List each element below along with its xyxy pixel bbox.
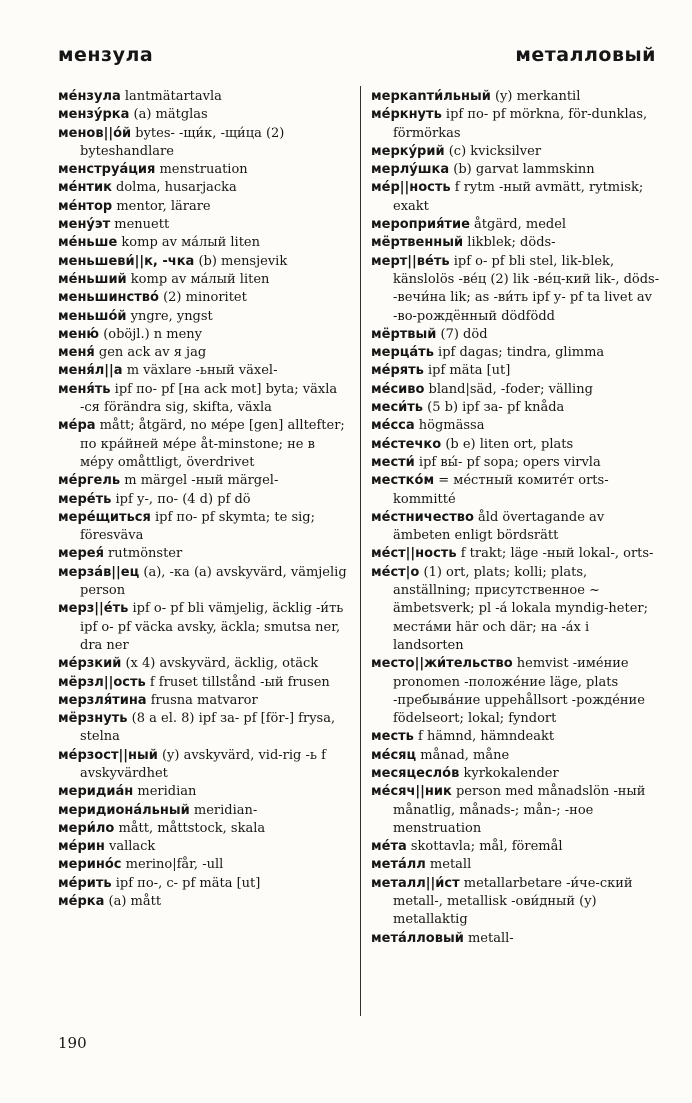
headword: ме́рин bbox=[58, 839, 105, 855]
headword: мензу́рка bbox=[58, 107, 130, 123]
definition: (oböjl.) n meny bbox=[99, 326, 203, 342]
headword: мере́щиться bbox=[58, 509, 151, 525]
definition: (b) garvat lammskinn bbox=[449, 162, 595, 178]
definition: yngre, yngst bbox=[126, 308, 213, 324]
definition: komp av ма́лый liten bbox=[117, 235, 260, 251]
dictionary-entry bbox=[371, 545, 661, 563]
headword: мере́ть bbox=[58, 491, 112, 507]
dictionary-entry bbox=[58, 344, 350, 362]
dictionary-entry bbox=[58, 564, 350, 601]
headword: ме́ст||ность bbox=[371, 546, 457, 562]
dictionary-entry bbox=[58, 710, 350, 747]
definition: bytes- -щи́к, -щи́ца (2) byteshandlare bbox=[80, 125, 285, 159]
dictionary-entry bbox=[371, 509, 661, 546]
dictionary-entry bbox=[58, 692, 350, 710]
definition: åtgärd, medel bbox=[469, 217, 567, 233]
headword: ме́сиво bbox=[371, 381, 425, 397]
headword: мерзля́тина bbox=[58, 692, 147, 708]
dictionary-entry bbox=[371, 161, 661, 179]
dictionary-entry bbox=[371, 564, 661, 655]
dictionary-entry bbox=[371, 88, 661, 106]
definition: merino|får, -ull bbox=[121, 857, 224, 873]
definition: f hämnd, hämndeakt bbox=[413, 729, 555, 745]
definition: (a), -ка (a) avskyvärd, vämjelig person bbox=[80, 564, 347, 599]
headword: ме́ркнуть bbox=[371, 107, 442, 123]
dictionary-entry bbox=[58, 326, 350, 344]
headword: ме́ньший bbox=[58, 271, 127, 287]
definition: = ме́стный комите́т orts-kommitté bbox=[393, 473, 609, 507]
headword: металл||и́ст bbox=[371, 875, 460, 891]
headword: ме́рка bbox=[58, 894, 105, 910]
definition: metall bbox=[425, 857, 472, 873]
definition: åld övertagande av ämbeten enligt bördsrätt bbox=[393, 509, 605, 544]
definition: person med månadslön -ный månatlig, månads-; mån-; -ное menstruation bbox=[393, 784, 646, 836]
definition: högmässa bbox=[414, 418, 485, 434]
definition: (a) mätglas bbox=[129, 107, 208, 123]
definition: gen ack av я jag bbox=[94, 345, 207, 361]
dictionary-entry bbox=[371, 381, 661, 399]
definition: (8 a el. 8) ipf за- pf [för-] frysa, stelna bbox=[80, 711, 336, 745]
dictionary-entry bbox=[371, 143, 661, 161]
dictionary-entry bbox=[371, 875, 661, 930]
headword: меня́ть bbox=[58, 381, 111, 397]
headword: ме́сяч||ник bbox=[371, 784, 452, 800]
headword: мёртвенный bbox=[371, 235, 464, 251]
headword: мерея́ bbox=[58, 546, 104, 562]
definition: ipf по- pf mörkna, för-dunklas, förmörkas bbox=[393, 107, 648, 141]
dictionary-entry bbox=[58, 362, 350, 380]
headword: мета́лл bbox=[371, 857, 426, 873]
dictionary-entry bbox=[58, 216, 350, 234]
definition: ipf о- pf bli vämjelig, äcklig -и́ть ipf о- pf väcka avsky, äckla; smutsa ner, dra ner bbox=[80, 601, 344, 653]
headword: ме́ст|о bbox=[371, 564, 420, 580]
headword: мерт||ве́ть bbox=[371, 253, 450, 269]
guide-word-left: мензула bbox=[58, 44, 154, 66]
dictionary-entry bbox=[58, 125, 350, 162]
right-column bbox=[371, 88, 661, 948]
definition: likblek; döds- bbox=[463, 235, 556, 251]
definition: lantmätartavla bbox=[120, 89, 222, 104]
headword: месяцесло́в bbox=[371, 765, 460, 781]
dictionary-entry bbox=[58, 472, 350, 490]
dictionary-entry bbox=[58, 820, 350, 838]
dictionary-entry bbox=[58, 161, 350, 179]
headword: ме́ра bbox=[58, 418, 96, 434]
headword: место||жи́тельство bbox=[371, 656, 513, 672]
dictionary-entry bbox=[58, 234, 350, 252]
definition: (b) mensjevik bbox=[194, 253, 288, 269]
headword: мёртвый bbox=[371, 326, 437, 342]
page-number: 190 bbox=[58, 1034, 87, 1052]
dictionary-entry bbox=[58, 747, 350, 784]
headword: ме́нзула bbox=[58, 89, 121, 104]
headword: ме́ргель bbox=[58, 473, 121, 489]
headword: меньшеви́||к, -чка bbox=[58, 253, 195, 269]
definition: ipf mäta [ut] bbox=[423, 363, 511, 379]
dictionary-entry bbox=[371, 234, 661, 252]
dictionary-entry bbox=[371, 326, 661, 344]
headword: мерз||е́ть bbox=[58, 601, 129, 617]
headword: ме́нтик bbox=[58, 180, 112, 196]
headword: менструа́ция bbox=[58, 162, 156, 178]
dictionary-entry bbox=[371, 747, 661, 765]
dictionary-entry bbox=[371, 838, 661, 856]
definition: f trakt; läge -ный lokal-, orts- bbox=[456, 546, 654, 562]
definition: (5 b) ipf за- pf knåda bbox=[423, 400, 565, 416]
definition: metall- bbox=[463, 930, 514, 946]
dictionary-entry bbox=[371, 106, 661, 143]
headword: месть bbox=[371, 729, 414, 745]
headword: мёрзл||ость bbox=[58, 674, 146, 690]
guide-word-right: металловый bbox=[515, 44, 656, 66]
definition: ipf dagas; tindra, glimma bbox=[433, 345, 605, 361]
definition: ipf по- pf skymta; te sig; föresväva bbox=[80, 509, 315, 544]
headword: мероприя́тие bbox=[371, 217, 470, 233]
headword: ме́рзкий bbox=[58, 656, 122, 672]
dictionary-entry bbox=[371, 856, 661, 874]
headword: меня́ bbox=[58, 345, 95, 361]
headword: ме́та bbox=[371, 839, 407, 855]
definition: (y) merkantil bbox=[490, 89, 581, 104]
definition: ipf по-, с- pf mäta [ut] bbox=[111, 875, 261, 891]
definition: (7) död bbox=[436, 326, 488, 342]
headword: мерза́в||ец bbox=[58, 564, 140, 580]
definition: mentor, lärare bbox=[112, 198, 211, 214]
definition: (b e) liten ort, plats bbox=[441, 436, 574, 452]
definition: (x 4) avskyvärd, äcklig, otäck bbox=[121, 656, 319, 672]
dictionary-entry bbox=[58, 417, 350, 472]
definition: bland|säd, -foder; välling bbox=[424, 381, 593, 397]
definition: m märgel -ный märgel- bbox=[120, 473, 279, 489]
dictionary-entry bbox=[58, 893, 350, 911]
headword: ме́рзост||ный bbox=[58, 747, 158, 763]
definition: frusna matvaror bbox=[146, 692, 258, 708]
headword: меньшо́й bbox=[58, 308, 127, 324]
definition: menstruation bbox=[155, 162, 248, 178]
headword: мета́лловый bbox=[371, 930, 464, 946]
dictionary-entry bbox=[58, 783, 350, 801]
definition: hemvist -име́ние pronomen -положе́ние läge, plats -пребыва́ние uppehållsort -рожде́ние födelseort; lokal; fyndort bbox=[393, 656, 645, 727]
headword: ме́сяц bbox=[371, 747, 417, 763]
definition: (2) minoritet bbox=[158, 290, 247, 306]
headword: ме́нтор bbox=[58, 198, 113, 214]
definition: ipf у-, по- (4 d) pf dö bbox=[111, 491, 251, 507]
definition: meridian bbox=[133, 784, 197, 800]
definition: rutmönster bbox=[103, 546, 183, 562]
dictionary-entry bbox=[58, 381, 350, 418]
dictionary-entry bbox=[58, 875, 350, 893]
dictionary-entry bbox=[58, 655, 350, 673]
headword: мести́ bbox=[371, 454, 415, 470]
definition: månad, måne bbox=[416, 747, 510, 763]
dictionary-entry bbox=[58, 674, 350, 692]
definition: (a) mått bbox=[104, 894, 162, 910]
headword: мерца́ть bbox=[371, 345, 434, 361]
headword: ме́рить bbox=[58, 875, 112, 891]
headword: меркanти́льный bbox=[371, 89, 491, 104]
dictionary-entry bbox=[371, 253, 661, 326]
headword: ме́рять bbox=[371, 363, 424, 379]
definition: ipf по- pf [на ack mot] byta; växla -ся förändra sig, skifta, växla bbox=[80, 381, 338, 416]
dictionary-entry bbox=[58, 88, 350, 106]
dictionary-entry bbox=[371, 362, 661, 380]
headword: ме́ньше bbox=[58, 235, 118, 251]
dictionary-entry bbox=[371, 436, 661, 454]
dictionary-entry bbox=[58, 271, 350, 289]
definition: metallarbetare -и́че-ский metall-, metallisk -ови́дный (y) metallaktig bbox=[393, 875, 633, 928]
definition: (1) ort, plats; kolli; plats, anställning; присутственное ~ ämbetsverk; pl -а́ lokala myndig-heter; места́ми här och där; на -а́х i landsorten bbox=[393, 564, 648, 653]
dictionary-entry bbox=[371, 472, 661, 509]
definition: m växlare -ьный växel- bbox=[122, 363, 278, 379]
definition: ipf о- pf bli stel, lik-blek, känslolös -ве́ц (2) lik -ве́ц-кий lik-, döds- -вечи́на lik; as -ви́ть ipf у- pf ta livet av -во-рождённый dödfödd bbox=[393, 253, 660, 324]
dictionary-entry bbox=[58, 106, 350, 124]
dictionary-entry bbox=[371, 399, 661, 417]
definition: komp av ма́лый liten bbox=[126, 271, 270, 287]
dictionary-entry bbox=[58, 856, 350, 874]
headword: менов||о́й bbox=[58, 125, 132, 141]
dictionary-entry bbox=[371, 179, 661, 216]
headword: мерлу́шка bbox=[371, 162, 450, 178]
dictionary-entry bbox=[58, 289, 350, 307]
dictionary-entry bbox=[371, 783, 661, 838]
headword: меню́ bbox=[58, 326, 100, 342]
headword: ме́стечко bbox=[371, 436, 442, 452]
dictionary-entry bbox=[371, 216, 661, 234]
definition: ipf вы́- pf sopa; opers virvla bbox=[414, 454, 601, 470]
headword: ме́сса bbox=[371, 418, 415, 434]
headword: ме́р||ность bbox=[371, 180, 451, 196]
definition: dolma, husarjacka bbox=[111, 180, 237, 196]
dictionary-entry bbox=[371, 930, 661, 948]
headword: мёрзнуть bbox=[58, 711, 128, 727]
dictionary-entry bbox=[58, 198, 350, 216]
definition: mått; åtgärd, no ме́ре [gen] alltefter; по кра́йней ме́ре åt-minstone; не в ме́ру omåttligt, överdrivet bbox=[80, 418, 345, 470]
dictionary-entry bbox=[58, 491, 350, 509]
dictionary-entry bbox=[58, 838, 350, 856]
headword: меня́л||а bbox=[58, 363, 123, 379]
headword: мерино́с bbox=[58, 857, 122, 873]
headword: меньшинство́ bbox=[58, 290, 159, 306]
definition: vallack bbox=[104, 839, 156, 855]
definition: menuett bbox=[110, 217, 170, 233]
dictionary-entry bbox=[371, 655, 661, 728]
dictionary-entry bbox=[371, 417, 661, 435]
dictionary-entry bbox=[58, 802, 350, 820]
definition: f fruset tillstånd -ый frusen bbox=[145, 674, 330, 690]
dictionary-entry bbox=[58, 545, 350, 563]
dictionary-entry bbox=[371, 728, 661, 746]
definition: skottavla; mål, föremål bbox=[406, 839, 563, 855]
headword: местко́м bbox=[371, 473, 435, 489]
dictionary-entry bbox=[371, 765, 661, 783]
dictionary-entry bbox=[58, 253, 350, 271]
definition: kyrkokalender bbox=[459, 765, 559, 781]
headword: меридиа́н bbox=[58, 784, 134, 800]
headword: меси́ть bbox=[371, 400, 424, 416]
headword: мену́эт bbox=[58, 217, 111, 233]
dictionary-entry bbox=[58, 308, 350, 326]
definition: f rytm -ный avmätt, rytmisk; exakt bbox=[393, 180, 644, 214]
definition: meridian- bbox=[189, 802, 258, 818]
dictionary-entry bbox=[58, 179, 350, 197]
headword: мерку́рий bbox=[371, 143, 445, 159]
dictionary-entry bbox=[371, 454, 661, 472]
headword: мери́ло bbox=[58, 820, 115, 836]
dictionary-entry bbox=[371, 344, 661, 362]
left-column bbox=[58, 88, 350, 911]
definition: (y) avskyvärd, vid-rig -ь f avskyvärdhet bbox=[80, 747, 326, 781]
dictionary-entry bbox=[58, 600, 350, 655]
headword: меридиона́льный bbox=[58, 802, 190, 818]
definition: (c) kvicksilver bbox=[444, 143, 542, 159]
column-divider bbox=[360, 86, 361, 1016]
headword: ме́стничество bbox=[371, 509, 474, 525]
definition: mått, måttstock, skala bbox=[114, 820, 266, 836]
dictionary-entry bbox=[58, 509, 350, 546]
